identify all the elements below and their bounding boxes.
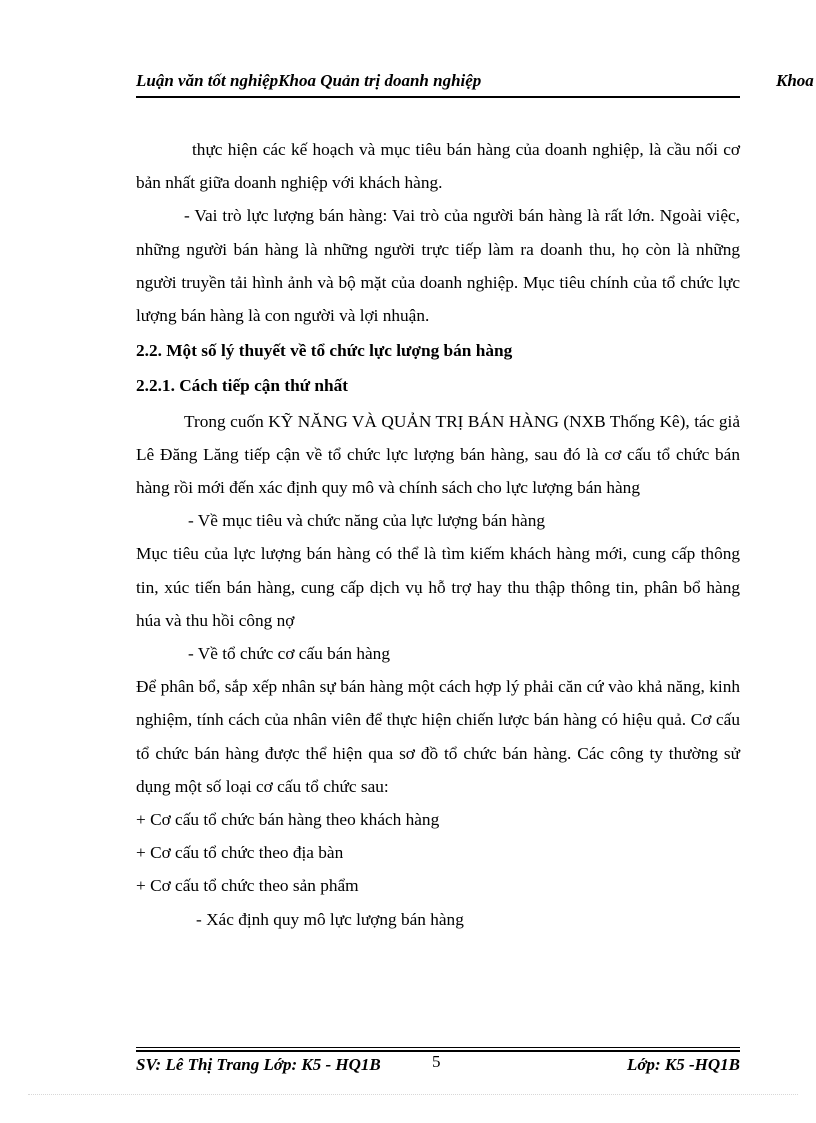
list-item: + Cơ cấu tổ chức theo sản phẩm [136,876,359,896]
header-title-overflow: Khoa [776,71,814,90]
paragraph: thực hiện các kế hoạch và mục tiêu bán hàng của doanh nghiệp, là cầu nối cơ bản nhất giữa doanh nghiệp với khách hàng. [136,140,740,193]
paragraph: Mục tiêu của lực lượng bán hàng có thể là tìm kiếm khách hàng mới, cung cấp thông tin, xúc tiến bán hàng, cung cấp dịch vụ hỗ trợ hay thu thập thông tin, phân bổ hàng húa và thu hồi công nợ [136,544,740,630]
list-item: - Về mục tiêu và chức năng của lực lượng bán hàng [188,511,545,531]
paragraph: - Vai trò lực lượng bán hàng: Vai trò của người bán hàng là rất lớn. Ngoài việc, những người bán hàng là những người trực tiếp làm ra doanh thu, họ còn là những người truyền tải hình ảnh và bộ mặt của doanh nghiệp. Mục tiêu chính của tổ chức lực lượng bán hàng là con người và lợi nhuận. [136,206,740,326]
page-footer [136,1054,740,1078]
header-title: Luận văn tốt nghiệpKhoa Quản trị doanh nghiệp [136,71,482,90]
page-edge-divider [28,1094,798,1095]
footer-divider [136,1047,740,1048]
list-item: + Cơ cấu tổ chức bán hàng theo khách hàng [136,810,440,830]
list-item: - Về tổ chức cơ cấu bán hàng [188,644,390,664]
footer-student: SV: Lê Thị Trang Lớp: K5 - HQ1B [136,1055,381,1074]
subsection-heading: 2.2.1. Cách tiếp cận thứ nhất [136,376,348,396]
list-item: - Xác định quy mô lực lượng bán hàng [196,909,464,929]
section-heading: 2.2. Một số lý thuyết về tổ chức lực lượng bán hàng [136,341,513,361]
paragraph: Để phân bổ, sắp xếp nhân sự bán hàng một cách hợp lý phải căn cứ vào khả năng, kinh nghiệm, tính cách của nhân viên để thực hiện chiến lược bán hàng có hiệu quả. Cơ cấu tổ chức bán hàng được thể hiện qua sơ đồ tổ chức bán hàng. Các công ty thường sử dụng một số loại cơ cấu tổ chức sau: [136,677,740,796]
footer-class: Lớp: K5 -HQ1B [626,1055,740,1074]
page-header [136,70,814,98]
page-number: 5 [432,1052,441,1071]
list-item: + Cơ cấu tổ chức theo địa bàn [136,843,344,863]
paragraph: Trong cuốn KỸ NĂNG VÀ QUẢN TRỊ BÁN HÀNG (NXB Thống Kê), tác giả Lê Đăng Lăng tiếp cận về tổ chức lực lượng bán hàng, sau đó là cơ cấu tổ chức bán hàng rồi mới đến xác định quy mô và chính sách cho lực lượng bán hàng [136,411,740,498]
body-text [136,133,740,936]
